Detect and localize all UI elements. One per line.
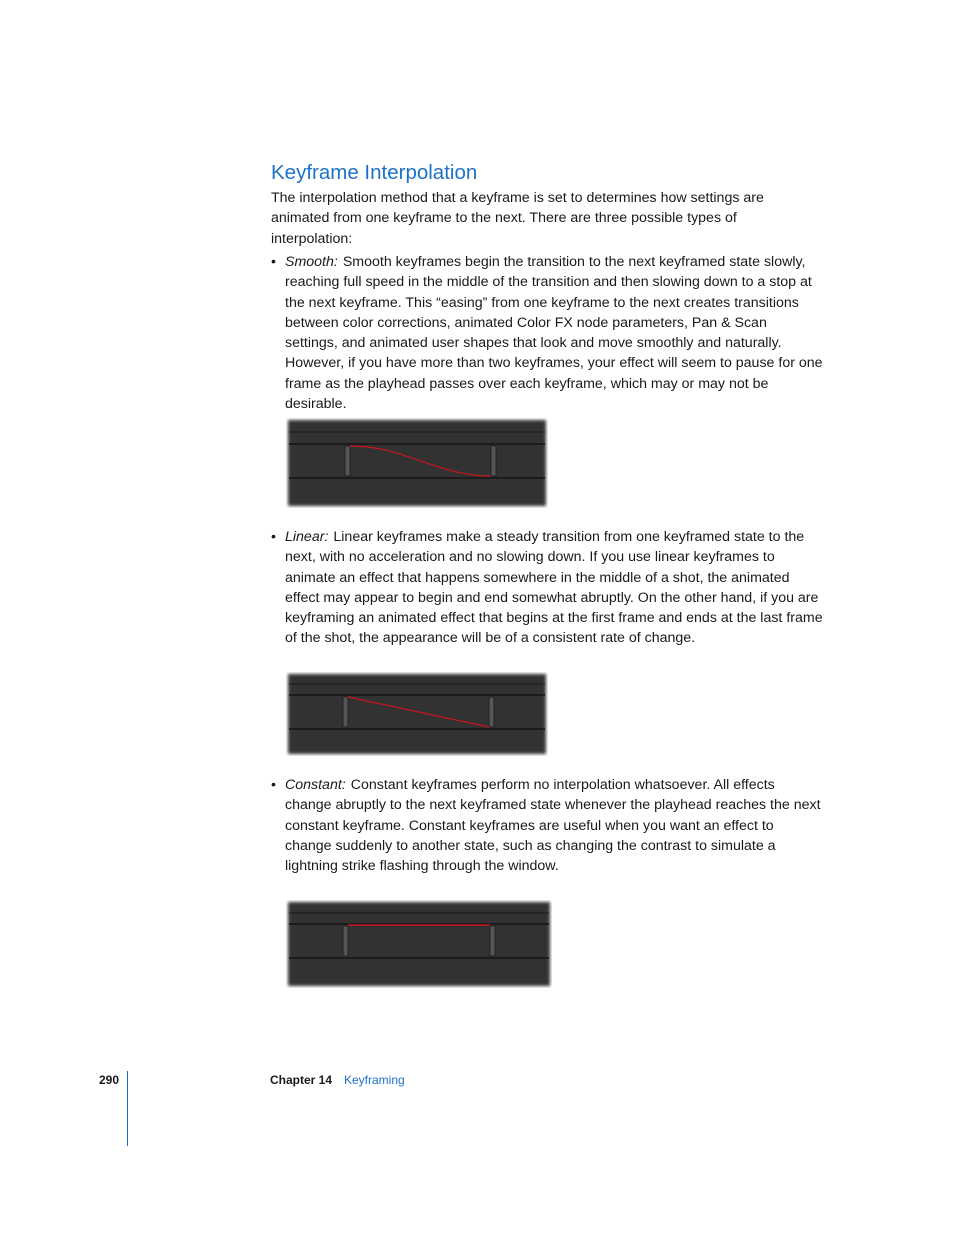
chapter-label: Chapter 14 (270, 1073, 333, 1087)
bullet-term: Linear: (285, 529, 329, 545)
bullet-linear (271, 527, 823, 649)
keyframe-marker-end (490, 926, 495, 956)
keyframe-marker-start (343, 697, 348, 727)
page-number: 290 (99, 1073, 120, 1087)
intro-paragraph: The interpolation method that a keyframe is set to determines how settings are animated from one keyframe to the next. There are three possible types of interpolation: (271, 190, 764, 247)
section-heading: Keyframe Interpolation (271, 161, 478, 184)
keyframe-marker-start (345, 446, 350, 476)
keyframe-marker-end (491, 446, 496, 476)
keyframe-marker-start (343, 926, 348, 956)
bullet-text: Linear keyframes make a steady transition from one keyframed state to the next, with no acceleration and no slowing down. If you use linear keyframes to animate an effect that happens somewhere in the middle of a shot, the animated effect may appear to begin and end somewhat abruptly. On the other hand, if you are keyframing an animated effect that begins at the first frame and ends at the last frame of the shot, the appearance will be of a consistent rate of change. (285, 529, 823, 647)
bullet-text: Constant keyframes perform no interpolation whatsoever. All effects change abruptly to the next keyframed state whenever the playhead reaches the next constant keyframe. Constant keyframes are useful when you want an effect to change suddenly to another state, such as changing the contrast to simulate a lightning strike flashing through the window. (285, 777, 821, 875)
keyframe-marker-end (489, 697, 494, 727)
constant-keyframe-figure (286, 900, 552, 988)
bullet-constant (271, 775, 823, 876)
bullet-marker: • (271, 254, 276, 270)
linear-keyframe-figure (286, 672, 548, 756)
smooth-keyframe-figure (286, 418, 548, 508)
bullet-term: Smooth: (285, 254, 338, 270)
bullet-marker: • (271, 777, 276, 793)
bullet-marker: • (271, 529, 276, 545)
bullet-term: Constant: (285, 777, 346, 793)
bullet-smooth (271, 252, 823, 414)
chapter-title-link[interactable]: Keyframing (344, 1073, 405, 1087)
footer-rule (127, 1071, 128, 1146)
bullet-text: Smooth keyframes begin the transition to the next keyframed state slowly, reaching full speed in the middle of the transition and then slowing down to a stop at the next keyframe. This “easing” from one keyframe to the next creates transitions between color corrections, animated Color FX node parameters, Pan & Scan settings, and animated user shapes that look and move smoothly and naturally. However, if you have more than two keyframes, your effect will seem to pause for one frame as the playhead passes over each keyframe, which may or may not be desirable. (285, 254, 823, 413)
